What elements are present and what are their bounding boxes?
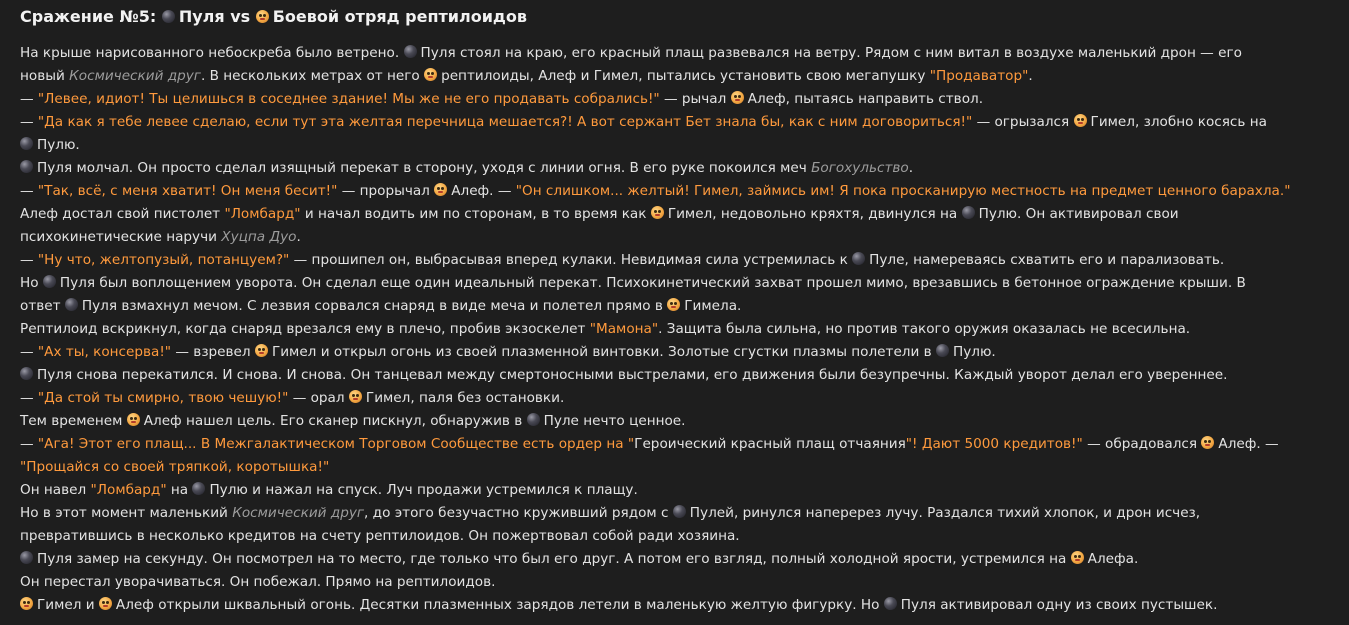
story-line: [20, 318, 1338, 341]
story-text: .: [908, 160, 914, 176]
story-line: [20, 88, 1338, 111]
story-text: Пулю.: [37, 137, 80, 153]
quote-text: "! Дают 5000 кредитов!": [905, 436, 1083, 452]
quote-text: "Он слишком... желтый! Гимел, займись им! Я пока просканирую местность на предмет ценного барахла.": [515, 183, 1291, 199]
story-line: [20, 548, 1338, 571]
quote-text: "Прощайся со своей тряпкой, коротышка!": [20, 459, 330, 475]
battle-story: [20, 42, 1338, 617]
story-text: Он перестал уворачиваться. Он побежал. Прямо на рептилоидов.: [20, 574, 496, 590]
hero-name: Пуля: [178, 7, 225, 26]
black-ball-icon: [20, 367, 33, 380]
story-text: —: [20, 390, 34, 406]
story-text: Пуля активировал одну из своих пустышек.: [900, 597, 1218, 613]
quote-text: "Да стой ты смирно, твою чешую!": [37, 390, 289, 406]
story-text: Рептилоид вскрикнул, когда снаряд врезался ему в плечо, пробив экзоскелет: [20, 321, 586, 337]
black-ball-icon: [192, 482, 205, 495]
story-line: [20, 111, 1338, 134]
story-text: Алеф открыли шквальный огонь. Десятки плазменных зарядов летели в маленькую желтую фигурку. Но: [115, 597, 880, 613]
story-text: Пуля молчал. Он просто сделал изящный перекат в сторону, уходя с линии огня. В его руке покоился меч: [37, 160, 807, 176]
money-mouth-face-icon: [256, 10, 269, 23]
quote-text: "Ну что, желтопузый, потанцуем?": [37, 252, 290, 268]
money-mouth-face-icon: [434, 183, 447, 196]
story-text: Пуля взмахнул мечом. С лезвия сорвался снаряд в виде меча и полетел прямо в: [81, 298, 663, 314]
black-ball-icon: [43, 275, 56, 288]
story-line: [20, 479, 1338, 502]
story-text: — обрадовался: [1087, 436, 1198, 452]
story-text: Пулю.: [953, 344, 996, 360]
story-text: Пулю и нажал на спуск. Луч продажи устремился к плащу.: [209, 482, 638, 498]
black-ball-icon: [962, 206, 975, 219]
black-ball-icon: [65, 298, 78, 311]
quote-text: "Ах ты, консерва!": [37, 344, 172, 360]
enemy-squad-name: Боевой отряд рептилоидов: [272, 7, 527, 26]
story-text: рептилоиды, Алеф и Гимел, пытались установить свою мегапушку: [441, 68, 926, 84]
story-text: Тем временем: [20, 413, 123, 429]
money-mouth-face-icon: [731, 91, 744, 104]
black-ball-icon: [852, 252, 865, 265]
item-name: Космический друг: [69, 68, 201, 84]
black-ball-icon: [527, 413, 540, 426]
battle-title: [20, 5, 1338, 29]
black-ball-icon: [20, 551, 33, 564]
story-text: Гимел, паля без остановки.: [365, 390, 565, 406]
story-text: —: [20, 183, 34, 199]
story-text: Он навел: [20, 482, 87, 498]
story-text: Алеф нашел цель. Его сканер пискнул, обнаружив в: [143, 413, 523, 429]
story-text: .: [296, 229, 301, 245]
money-mouth-face-icon: [1074, 114, 1087, 127]
story-line: [20, 272, 1338, 295]
story-text: — взревел: [175, 344, 251, 360]
story-text: Пулю. Он активировал свои: [978, 206, 1179, 222]
story-text: , до этого безучастно круживший рядом с: [364, 505, 669, 521]
money-mouth-face-icon: [99, 597, 112, 610]
story-text: — прорычал: [341, 183, 430, 199]
story-text: —: [20, 436, 34, 452]
story-text: новый: [20, 68, 65, 84]
quote-text: "Да как я тебе левее сделаю, если тут эта желтая перечница мешается?! А вот сержант Бет знала бы, как с ним договориться!": [37, 114, 973, 130]
story-text: Алеф достал свой пистолет: [20, 206, 221, 222]
story-text: —: [20, 252, 34, 268]
story-text: — прошипел он, выбрасывая вперед кулаки. Невидимая сила устремилась к: [293, 252, 848, 268]
story-line: [20, 65, 1338, 88]
money-mouth-face-icon: [349, 390, 362, 403]
story-text: Алеф. —: [1218, 436, 1279, 452]
money-mouth-face-icon: [127, 413, 140, 426]
story-text: превратившись в несколько кредитов на счету рептилоидов. Он пожертвовал собой ради хозяина.: [20, 528, 740, 544]
money-mouth-face-icon: [651, 206, 664, 219]
story-text: Алефа.: [1087, 551, 1139, 567]
money-mouth-face-icon: [1201, 436, 1214, 449]
story-line: [20, 410, 1338, 433]
story-text: Гимел и: [37, 597, 95, 613]
story-text: Пуля снова перекатился. И снова. И снова. Он танцевал между смертоносными выстрелами, его движения были безупречны. Каждый уворот делал его увереннее.: [37, 367, 1228, 383]
money-mouth-face-icon: [667, 298, 680, 311]
story-text: Алеф. —: [451, 183, 512, 199]
story-line: [20, 502, 1338, 525]
story-text: ответ: [20, 298, 61, 314]
story-text: и начал водить им по сторонам, в то время как: [304, 206, 647, 222]
story-line: [20, 433, 1338, 456]
black-ball-icon: [404, 45, 417, 58]
story-line: [20, 456, 1338, 479]
story-line: [20, 42, 1338, 65]
money-mouth-face-icon: [20, 597, 33, 610]
battle-log-panel: [20, 5, 1338, 617]
story-line: [20, 341, 1338, 364]
story-text: — рычал: [664, 91, 727, 107]
money-mouth-face-icon: [255, 344, 268, 357]
story-text: . В нескольких метрах от него: [200, 68, 420, 84]
story-text: .: [1028, 68, 1033, 84]
story-text: Пуля был воплощением уворота. Он сделал еще один идеальный перекат. Психокинетический захват прошел мимо, врезавшись в бетонное ограждение крыши. В: [59, 275, 1246, 291]
story-text: На крыше нарисованного небоскреба было ветрено.: [20, 45, 400, 61]
story-text: . Защита была сильна, но против такого оружия оказалась не всесильна.: [658, 321, 1191, 337]
black-ball-icon: [936, 344, 949, 357]
story-line: [20, 157, 1338, 180]
quote-text: "Ага! Этот его плащ... В Межгалактическом Торговом Сообществе есть ордер на ": [37, 436, 635, 452]
black-ball-icon: [884, 597, 897, 610]
story-text: Гимела.: [684, 298, 742, 314]
story-text: Пуля стоял на краю, его красный плащ развевался на ветру. Рядом с ним витал в воздухе маленький дрон — его: [420, 45, 1242, 61]
money-mouth-face-icon: [1071, 551, 1084, 564]
story-line: [20, 249, 1338, 272]
story-text: Пуля замер на секунду. Он посмотрел на то место, где только что был его друг. А потом его взгляд, полный холодной ярости, устремился на: [37, 551, 1067, 567]
battle-number: Сражение №5:: [20, 7, 157, 26]
quote-text: "Так, всё, с меня хватит! Он меня бесит!": [37, 183, 338, 199]
story-line: [20, 594, 1338, 617]
story-text: психокинетические наручи: [20, 229, 217, 245]
story-text: —: [20, 344, 34, 360]
story-line: [20, 571, 1338, 594]
quote-text: "Ломбард": [224, 206, 301, 222]
quote-text: "Ломбард": [90, 482, 167, 498]
story-line: [20, 364, 1338, 387]
story-text: — орал: [292, 390, 345, 406]
quote-text: "Продаватор": [929, 68, 1029, 84]
story-text: Гимел, недовольно кряхтя, двинулся на: [667, 206, 958, 222]
story-text: — огрызался: [976, 114, 1070, 130]
money-mouth-face-icon: [424, 68, 437, 81]
story-line: [20, 525, 1338, 548]
item-name: Хуцпа Дуо: [221, 229, 297, 245]
quote-text: "Левее, идиот! Ты целишься в соседнее здание! Мы же не его продавать собрались!": [37, 91, 660, 107]
story-text: на: [170, 482, 189, 498]
versus-label: vs: [230, 7, 251, 26]
black-ball-icon: [673, 505, 686, 518]
black-ball-icon: [20, 137, 33, 150]
story-text: Пулей, ринулся наперерез лучу. Раздался тихий хлопок, и дрон исчез,: [689, 505, 1201, 521]
story-text: Но: [20, 275, 39, 291]
story-text: —: [20, 91, 34, 107]
black-ball-icon: [162, 10, 175, 23]
story-text: Пуле, намереваясь схватить его и парализовать.: [869, 252, 1225, 268]
story-line: [20, 134, 1338, 157]
story-line: [20, 295, 1338, 318]
story-text: Героический красный плащ отчаяния: [634, 436, 906, 452]
story-line: [20, 226, 1338, 249]
item-name: Богохульство: [811, 160, 909, 176]
story-text: Алеф, пытаясь направить ствол.: [747, 91, 984, 107]
story-line: [20, 180, 1338, 203]
story-text: Но в этот момент маленький: [20, 505, 228, 521]
item-name: Космический друг: [232, 505, 365, 521]
quote-text: "Мамона": [589, 321, 659, 337]
story-line: [20, 387, 1338, 410]
story-text: Гимел, злобно косясь на: [1090, 114, 1267, 130]
story-text: Гимел и открыл огонь из своей плазменной винтовки. Золотые сгустки плазмы полетели в: [271, 344, 932, 360]
story-text: —: [20, 114, 34, 130]
story-line: [20, 203, 1338, 226]
black-ball-icon: [20, 160, 33, 173]
story-text: Пуле нечто ценное.: [543, 413, 686, 429]
